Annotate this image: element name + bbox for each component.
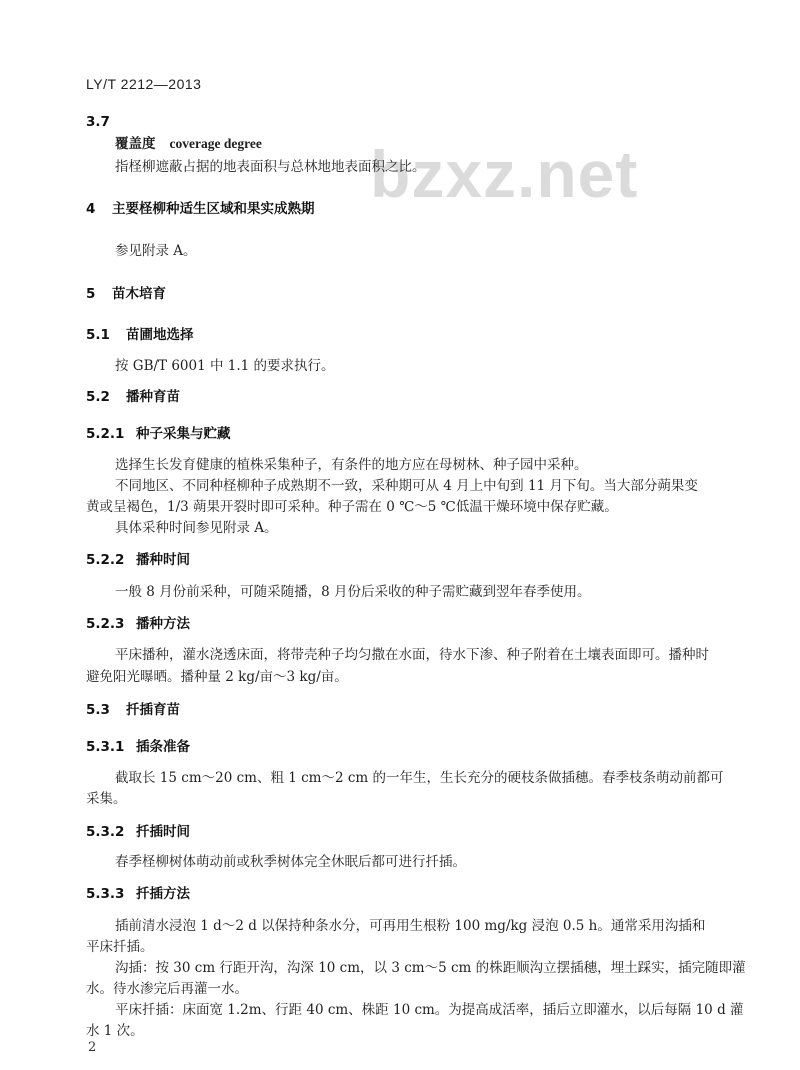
section-5-2-1-heading: 5.2.1 种子采集与贮藏 bbox=[86, 426, 231, 442]
section-5-2-1-para-2-line-1: 不同地区、不同种柽柳种子成熟期不一致，采种期可从 4 月上中旬到 11 月下旬。当大部分蒴果变 bbox=[115, 478, 698, 494]
section-5-3-1-para-line-1: 截取长 15 cm～20 cm、粗 1 cm～2 cm 的一年生，生长充分的硬枝条做插穗。春季枝条萌动前都可 bbox=[115, 770, 724, 786]
term-chinese: 覆盖度 bbox=[115, 136, 156, 152]
section-5-3-1-heading: 5.3.1 插条准备 bbox=[86, 739, 190, 755]
section-5-2-3-para-line-1: 平床播种，灌水浇透床面，将带壳种子均匀撒在水面，待水下渗、种子附着在土壤表面即可。播种时 bbox=[115, 647, 709, 663]
section-5-2-1-para-1: 选择生长发育健康的植株采集种子，有条件的地方应在母树林、种子园中采种。 bbox=[115, 457, 588, 473]
section-5-2-3-para-line-2: 避免阳光曝晒。播种量 2 kg/亩～3 kg/亩。 bbox=[86, 669, 348, 685]
section-5-3-2-text: 春季柽柳树体萌动前或秋季树体完全休眠后都可进行扦插。 bbox=[115, 854, 466, 870]
section-5-2-2-heading: 5.2.2 播种时间 bbox=[86, 552, 190, 568]
term-english: coverage degree bbox=[169, 136, 262, 151]
watermark: bzxz.net bbox=[370, 137, 639, 211]
section-5-3-2-heading: 5.3.2 扦插时间 bbox=[86, 824, 190, 840]
section-5-2-2-text: 一般 8 月份前采种，可随采随播，8 月份后采收的种子需贮藏到翌年春季使用。 bbox=[115, 584, 591, 600]
section-5-1-heading: 5.1 苗圃地选择 bbox=[86, 327, 194, 343]
section-5-3-3-para-2-line-2: 水。待水渗完后再灌一水。 bbox=[86, 981, 248, 997]
section-5-3-3-para-1-line-2: 平床扦插。 bbox=[86, 939, 154, 955]
section-5-2-heading: 5.2 播种育苗 bbox=[86, 389, 180, 405]
term-entry bbox=[115, 134, 262, 154]
section-5-3-3-para-3-line-1: 平床扦插：床面宽 1.2m、行距 40 cm、株距 10 cm。为提高成活率，插后立即灌水，以后每隔 10 d 灌 bbox=[115, 1002, 744, 1018]
section-5-3-1-para-line-2: 采集。 bbox=[86, 791, 127, 807]
standard-code-header: LY/T 2212—2013 bbox=[86, 76, 202, 92]
section-5-2-1-para-3: 具体采种时间参见附录 A。 bbox=[115, 520, 278, 536]
clause-3-7-number: 3.7 bbox=[86, 114, 110, 130]
section-5-heading: 5 苗木培育 bbox=[86, 286, 166, 302]
section-5-3-3-heading: 5.3.3 扦插方法 bbox=[86, 886, 190, 902]
section-5-3-3-para-2-line-1: 沟插：按 30 cm 行距开沟，沟深 10 cm，以 3 cm～5 cm 的株距顺沟立摆插穗，埋土踩实，插完随即灌 bbox=[115, 960, 746, 976]
section-4-heading: 4 主要柽柳种适生区域和果实成熟期 bbox=[86, 201, 315, 217]
page-number: 2 bbox=[88, 1040, 97, 1055]
section-5-3-heading: 5.3 扦插育苗 bbox=[86, 702, 180, 718]
section-5-2-1-para-2-line-2: 黄或呈褐色，1/3 蒴果开裂时即可采种。种子需在 0 ℃～5 ℃低温干燥环境中保存贮藏。 bbox=[86, 499, 618, 515]
section-5-3-3-para-3-line-2: 水 1 次。 bbox=[86, 1023, 144, 1039]
section-5-2-3-heading: 5.2.3 播种方法 bbox=[86, 616, 190, 632]
section-5-3-3-para-1-line-1: 插前清水浸泡 1 d～2 d 以保持种条水分，可再用生根粉 100 mg/kg 浸泡 0.5 h。通常采用沟插和 bbox=[115, 918, 706, 934]
section-4-text: 参见附录 A。 bbox=[115, 243, 197, 259]
section-5-1-text: 按 GB/T 6001 中 1.1 的要求执行。 bbox=[115, 358, 335, 374]
term-definition: 指柽柳遮蔽占据的地表面积与总林地地表面积之比。 bbox=[115, 159, 426, 175]
